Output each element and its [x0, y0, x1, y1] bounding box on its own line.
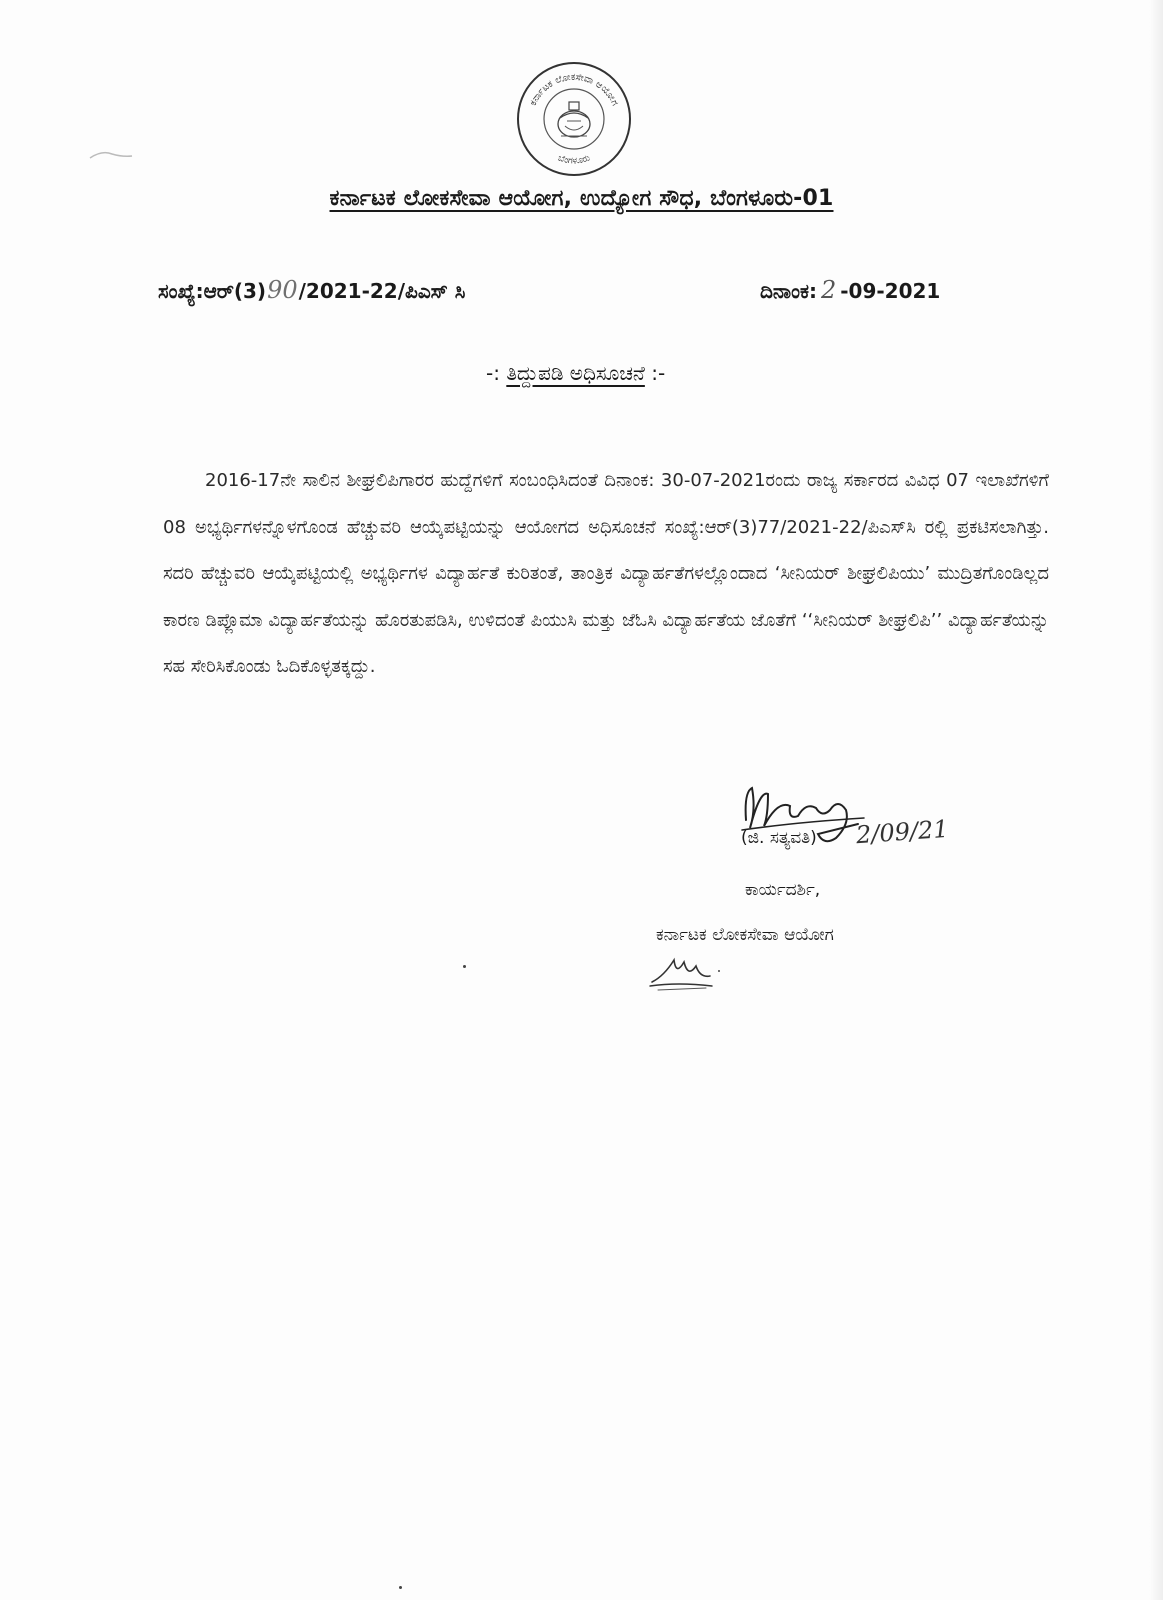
date-label: ದಿನಾಂಕ: — [760, 279, 817, 303]
notification-body: 2016-17ನೇ ಸಾಲಿನ ಶೀಘ್ರಲಿಪಿಗಾರರ ಹುದ್ದೆಗಳಿಗೆ ಸಂಬಂಧಿಸಿದಂತೆ ದಿನಾಂಕ: 30-07-2021ರಂದು ರಾಜ್ಯ ಸರ್ಕಾರದ ವಿವಿಧ 07 ಇಲಾಖೆಗಳಿಗೆ 08 ಅಭ್ಯರ್ಥಿಗಳನ್ನೊಳಗೊಂಡ ಹೆಚ್ಚುವರಿ ಆಯ್ಕೆಪಟ್ಟಿಯನ್ನು ಆಯೋಗದ ಅಧಿಸೂಚನೆ ಸಂಖ್ಯೆ:ಆರ್(3)77/2021-22/ಪಿಎಸ್‌ಸಿ ರಲ್ಲಿ ಪ್ರಕಟಿಸಲಾಗಿತ್ತು. ಸದರಿ ಹೆಚ್ಚುವರಿ ಆಯ್ಕೆಪಟ್ಟಿಯಲ್ಲಿ ಅಭ್ಯರ್ಥಿಗಳ ವಿದ್ಯಾರ್ಹತೆ ಕುರಿತಂತೆ, ತಾಂತ್ರಿಕ ವಿದ್ಯಾರ್ಹತೆಗಳಲ್ಲೊಂದಾದ ‘ಸೀನಿಯರ್ ಶೀಘ್ರಲಿಪಿಯು’ ಮುದ್ರಿತಗೊಂಡಿಲ್ಲದ ಕಾರಣ ಡಿಪ್ಲೊಮಾ ವಿದ್ಯಾರ್ಹತೆಯನ್ನು ಹೊರತುಪಡಿಸಿ, ಉಳಿದಂತೆ ಪಿಯುಸಿ ಮತ್ತು ಜೆಓಸಿ ವಿದ್ಯಾರ್ಹತೆಯ ಜೊತೆಗೆ ‘‘ಸೀನಿಯರ್ ಶೀಘ್ರಲಿಪಿ’’ ವಿದ್ಯಾರ್ಹತೆಯನ್ನು ಸಹ ಸೇರಿಸಿಕೊಂಡು ಓದಿಕೊಳ್ಳತಕ್ಕದ್ದು. — [163, 470, 1049, 677]
signer-designation: ಕಾರ್ಯದರ್ಶಿ, — [745, 880, 821, 900]
signer-name: (ಜಿ. ಸತ್ಯವತಿ) — [741, 828, 817, 848]
seal-label: ಕರ್ನಾಟಕ ಲೋಕಸೇವಾ ಆಯೋಗ — [527, 71, 621, 108]
letterhead-text: ಕರ್ನಾಟಕ ಲೋಕಸೇವಾ ಆಯೋಗ, ಉದ್ಯೋಗ ಸೌಧ, ಬೆಂಗಳೂರು-01 — [329, 186, 834, 211]
document-date — [760, 276, 940, 304]
reference-number — [158, 276, 465, 304]
date-rest: -09-2021 — [840, 279, 941, 303]
scan-speck — [463, 965, 466, 968]
scan-speck — [399, 1586, 402, 1589]
reference-prefix: ಸಂಖ್ಯೆ:ಆರ್(3) — [158, 279, 267, 303]
signer-organization: ಕರ್ನಾಟಕ ಲೋಕಸೇವಾ ಆಯೋಗ — [656, 925, 834, 945]
heading-title: ತಿದ್ದುಪಡಿ ಅಧಿಸೂಚನೆ — [506, 361, 645, 385]
scan-edge-shadow — [1149, 0, 1163, 1600]
heading-left-mark: -: — [486, 361, 507, 385]
svg-text:ಬೆಂಗಳೂರು — [557, 153, 592, 166]
date-handwritten-day: 2 — [820, 276, 837, 304]
initials-scribble-icon — [648, 952, 716, 992]
notification-heading — [486, 361, 665, 385]
emblem-seal-icon — [515, 60, 633, 178]
letterhead — [0, 186, 1163, 211]
seal-city: ಬೆಂಗಳೂರು — [556, 153, 592, 167]
smudge-mark — [88, 146, 134, 166]
reference-suffix: /2021-22/ಪಿಎಸ್ ಸಿ — [298, 279, 466, 303]
reference-handwritten-number: 90 — [267, 276, 298, 304]
scan-speck — [718, 970, 720, 972]
heading-right-mark: :- — [644, 361, 666, 385]
signature-handwritten-date: 2/09/21 — [855, 814, 950, 850]
